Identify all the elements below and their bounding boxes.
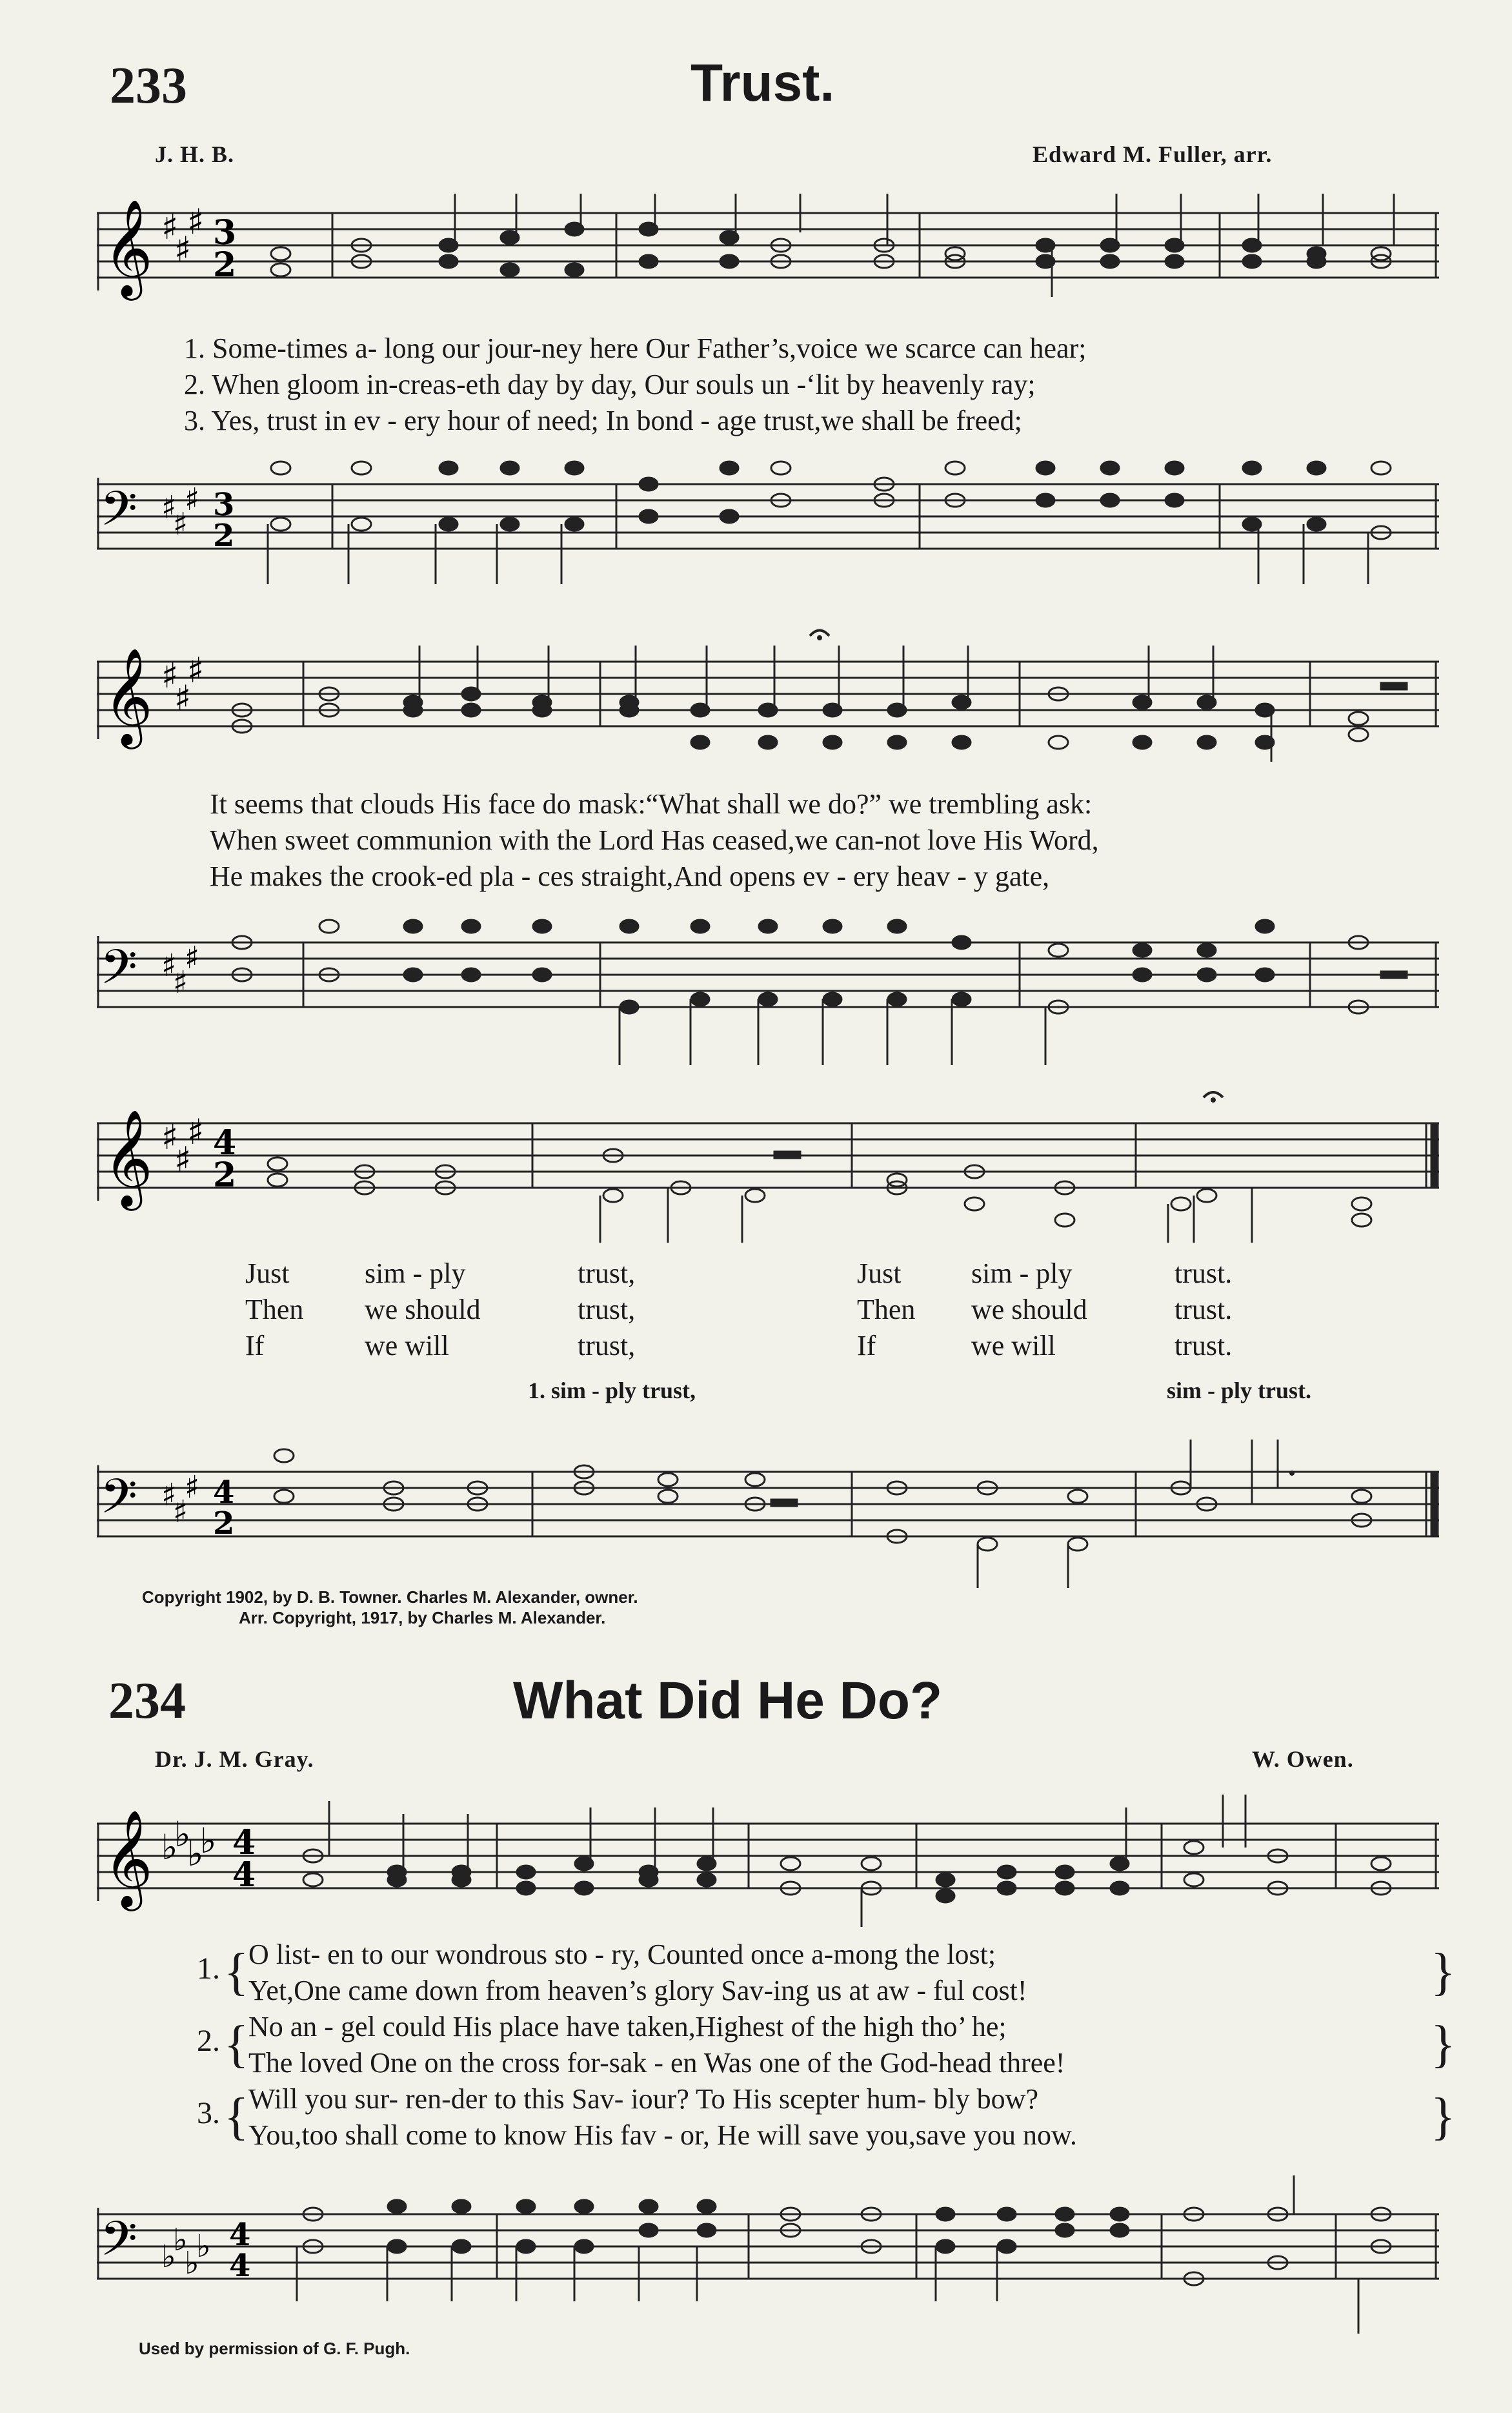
svg-text:♯: ♯ xyxy=(187,650,205,691)
svg-text:2: 2 xyxy=(213,1505,235,1542)
brace-icon: } xyxy=(1431,1944,1456,2001)
verse-line: Yet,One came down from heaven’s glory Sav-ing us at aw - ful cost! xyxy=(248,1975,1027,2006)
refrain-word: we should xyxy=(971,1294,1087,1325)
svg-text:♭: ♭ xyxy=(173,2222,188,2258)
verse-line: 1. Some-times a- long our jour-ney here Our Father’s,voice we scarce can hear; xyxy=(184,332,1087,364)
refrain-word: trust, xyxy=(578,1294,636,1325)
svg-text:𝄞: 𝄞 xyxy=(103,1809,153,1907)
svg-text:♯: ♯ xyxy=(185,940,200,976)
bass-refrain-text: sim - ply trust. xyxy=(1167,1378,1311,1403)
verse-line: He makes the crook-ed pla - ces straight,And opens ev - ery heav - y gate, xyxy=(210,860,1050,892)
treble-staff xyxy=(97,626,1439,768)
brace-icon: } xyxy=(1431,2016,1456,2073)
hymn-number: 234 xyxy=(108,1673,186,1729)
svg-text:♭: ♭ xyxy=(174,1814,191,1855)
svg-text:4: 4 xyxy=(213,1474,235,1511)
refrain-word: we should xyxy=(365,1294,481,1325)
svg-text:♭: ♭ xyxy=(196,2228,211,2265)
music-credit: Edward M. Fuller, arr. xyxy=(1033,141,1273,167)
refrain-word: we will xyxy=(971,1330,1056,1361)
refrain-word: trust. xyxy=(1174,1294,1233,1325)
refrain-word: we will xyxy=(365,1330,449,1361)
bass-staff xyxy=(97,904,1439,1072)
svg-text:𝄞: 𝄞 xyxy=(103,647,153,745)
refrain-word: Just xyxy=(245,1257,290,1289)
svg-text:𝄢: 𝄢 xyxy=(100,1469,137,1536)
svg-text:♯: ♯ xyxy=(161,207,179,247)
refrain-word: Just xyxy=(857,1257,902,1289)
svg-text:♭: ♭ xyxy=(187,1833,204,1874)
verse-number: 2. xyxy=(197,2024,220,2058)
svg-text:♯: ♯ xyxy=(185,482,200,518)
svg-text:♯: ♯ xyxy=(174,678,192,718)
treble-staff xyxy=(97,1091,1439,1246)
refrain-word: If xyxy=(857,1330,876,1361)
hymn-number: 233 xyxy=(110,57,187,114)
refrain-word: trust. xyxy=(1174,1330,1233,1361)
svg-text:𝄞: 𝄞 xyxy=(103,1108,153,1206)
svg-text:𝄢: 𝄢 xyxy=(100,939,137,1007)
verse-line: O list- en to our wondrous sto - ry, Counted once a-mong the lost; xyxy=(248,1939,996,1970)
svg-text:♯: ♯ xyxy=(185,1469,200,1505)
verse-line: 2. When gloom in-creas-eth day by day, Our souls un -‘lit by heavenly ray; xyxy=(184,369,1036,400)
brace-icon: { xyxy=(224,2016,249,2073)
svg-text:♭: ♭ xyxy=(185,2245,199,2281)
verse-number: 3. xyxy=(197,2096,220,2130)
refrain-word: trust, xyxy=(578,1257,636,1289)
svg-text:4: 4 xyxy=(213,1123,237,1163)
verse-line: No an - gel could His place have taken,Highest of the high tho’ he; xyxy=(248,2011,1007,2042)
svg-text:♯: ♯ xyxy=(187,1112,205,1152)
verse-line: When sweet communion with the Lord Has ceased,we can-not love His Word, xyxy=(210,824,1099,856)
hymn-title: Trust. xyxy=(690,54,835,112)
svg-text:2: 2 xyxy=(213,518,235,554)
music-credit: W. Owen. xyxy=(1252,1746,1354,1772)
svg-text:♯: ♯ xyxy=(187,201,205,242)
verse-line: Will you sur- ren-der to this Sav- iour? To His scepter hum- bly bow? xyxy=(248,2083,1038,2115)
treble-staff xyxy=(97,1775,1439,1930)
svg-text:4: 4 xyxy=(229,2217,251,2253)
svg-text:4: 4 xyxy=(232,1855,256,1895)
svg-text:3: 3 xyxy=(213,487,235,523)
bass-staff xyxy=(97,439,1439,594)
brace-icon: { xyxy=(224,1944,249,2001)
svg-text:♯: ♯ xyxy=(161,1477,177,1513)
svg-text:2: 2 xyxy=(213,245,237,285)
svg-text:4: 4 xyxy=(232,1823,256,1862)
svg-text:♯: ♯ xyxy=(173,1494,188,1530)
svg-text:3: 3 xyxy=(213,213,237,252)
brace-icon: } xyxy=(1431,2088,1456,2145)
svg-text:♯: ♯ xyxy=(161,655,179,696)
svg-text:♯: ♯ xyxy=(161,948,177,984)
verse-number: 1. xyxy=(197,1951,220,1986)
treble-staff xyxy=(97,194,1439,323)
copyright-line: Arr. Copyright, 1917, by Charles M. Alexander. xyxy=(239,1608,606,1627)
verse-line: It seems that clouds His face do mask:“What shall we do?” we trembling ask: xyxy=(210,788,1093,820)
verse-line: The loved One on the cross for-sak - en Was one of the God-head three! xyxy=(248,2047,1065,2079)
svg-text:♯: ♯ xyxy=(174,1139,192,1180)
refrain-word: trust, xyxy=(578,1330,636,1361)
words-credit: J. H. B. xyxy=(155,141,235,167)
refrain-word: trust. xyxy=(1174,1257,1233,1289)
bass-staff xyxy=(97,2163,1439,2337)
brace-icon: { xyxy=(224,2088,249,2145)
copyright-line: Copyright 1902, by D. B. Towner. Charles M. Alexander, owner. xyxy=(142,1587,638,1607)
svg-text:𝄢: 𝄢 xyxy=(100,481,137,549)
svg-text:2: 2 xyxy=(213,1156,237,1195)
svg-text:𝄞: 𝄞 xyxy=(103,198,153,296)
svg-text:♭: ♭ xyxy=(161,2239,176,2275)
svg-text:♯: ♯ xyxy=(161,1117,179,1157)
svg-text:♯: ♯ xyxy=(173,964,188,1001)
words-credit: Dr. J. M. Gray. xyxy=(155,1746,314,1772)
refrain-word: If xyxy=(245,1330,265,1361)
svg-text:♯: ♯ xyxy=(174,229,192,270)
verse-line: You,too shall come to know His fav - or, He will save you,save you now. xyxy=(248,2119,1077,2151)
verse-block xyxy=(197,1937,1462,2163)
refrain-word: sim - ply xyxy=(971,1257,1073,1289)
bass-refrain-text: 1. sim - ply trust, xyxy=(528,1378,696,1403)
svg-text:4: 4 xyxy=(229,2248,251,2284)
verse-line: 3. Yes, trust in ev - ery hour of need; In bond - age trust,we shall be freed; xyxy=(184,405,1022,436)
hymn-title: What Did He Do? xyxy=(513,1671,943,1730)
bass-staff xyxy=(97,1401,1439,1588)
verse-lyrics-continued xyxy=(210,786,1099,895)
svg-text:♭: ♭ xyxy=(161,1827,178,1868)
svg-text:♯: ♯ xyxy=(161,489,177,525)
verse-lyrics xyxy=(184,331,1086,439)
svg-text:♯: ♯ xyxy=(173,506,188,542)
permission-note: Used by permission of G. F. Pugh. xyxy=(139,2339,410,2358)
svg-text:♭: ♭ xyxy=(200,1820,217,1861)
refrain-word: Then xyxy=(857,1294,916,1325)
svg-text:𝄢: 𝄢 xyxy=(100,2211,137,2279)
refrain-word: Then xyxy=(245,1294,304,1325)
refrain-word: sim - ply xyxy=(365,1257,466,1289)
